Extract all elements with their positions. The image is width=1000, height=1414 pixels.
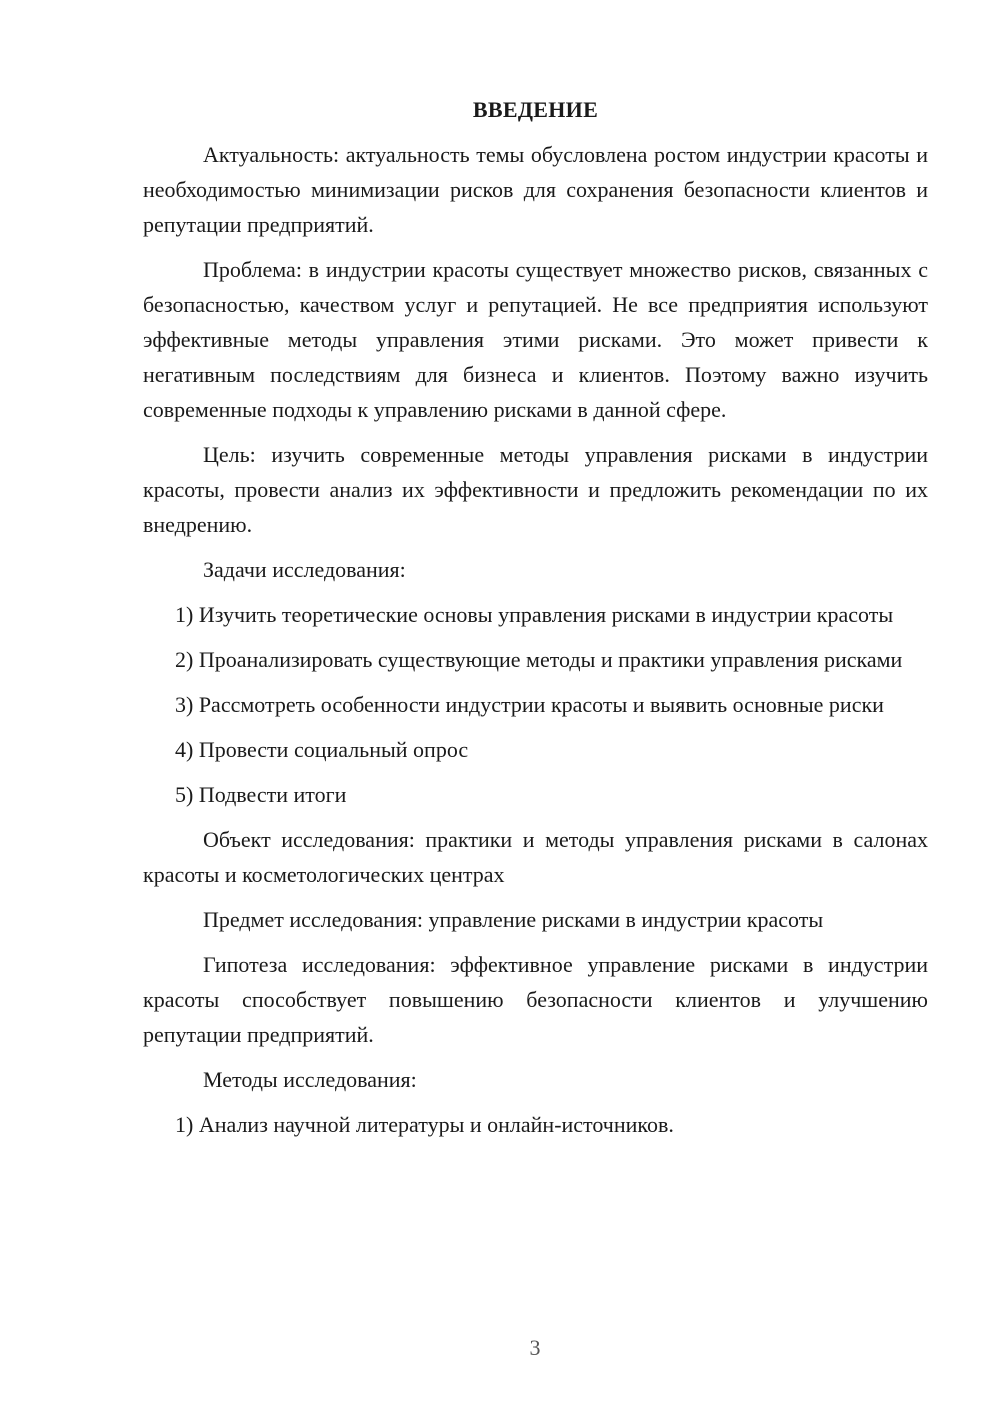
page-content: [143, 92, 928, 1152]
task-item: 5) Подвести итоги: [175, 782, 347, 807]
page-number: 3: [529, 1335, 541, 1360]
method-item: 1) Анализ научной литературы и онлайн-источников.: [175, 1112, 674, 1137]
object-paragraph: Объект исследования: практики и методы управления рисками в салонах красоты и косметологических центрах: [143, 827, 928, 887]
task-item: 2) Проанализировать существующие методы и практики управления рисками: [175, 647, 903, 672]
relevance-paragraph: Актуальность: актуальность темы обусловлена ростом индустрии красоты и необходимостью минимизации рисков для сохранения безопасности клиентов и репутации предприятий.: [143, 142, 928, 237]
section-title: ВВЕДЕНИЕ: [472, 97, 599, 122]
methods-heading: Методы исследования:: [203, 1067, 417, 1092]
task-item: 4) Провести социальный опрос: [175, 737, 469, 762]
tasks-heading: Задачи исследования:: [203, 557, 406, 582]
task-item: 1) Изучить теоретические основы управления рисками в индустрии красоты: [175, 602, 894, 627]
subject-paragraph: Предмет исследования: управление рисками в индустрии красоты: [203, 907, 824, 932]
task-item: 3) Рассмотреть особенности индустрии красоты и выявить основные риски: [175, 692, 884, 717]
problem-paragraph: Проблема: в индустрии красоты существует множество рисков, связанных с безопасностью, качеством услуг и репутацией. Не все предприятия используют эффективные методы управления этими рисками. Это может привести к негативным последствиям для бизнеса и клиентов. Поэтому важно изучить современные подходы к управлению рисками в данной сфере.: [143, 257, 928, 422]
goal-paragraph: Цель: изучить современные методы управления рисками в индустрии красоты, провести анализ их эффективности и предложить рекомендации по их внедрению.: [143, 442, 928, 537]
hypothesis-paragraph: Гипотеза исследования: эффективное управление рисками в индустрии красоты способствует повышению безопасности клиентов и улучшению репутации предприятий.: [143, 952, 928, 1047]
